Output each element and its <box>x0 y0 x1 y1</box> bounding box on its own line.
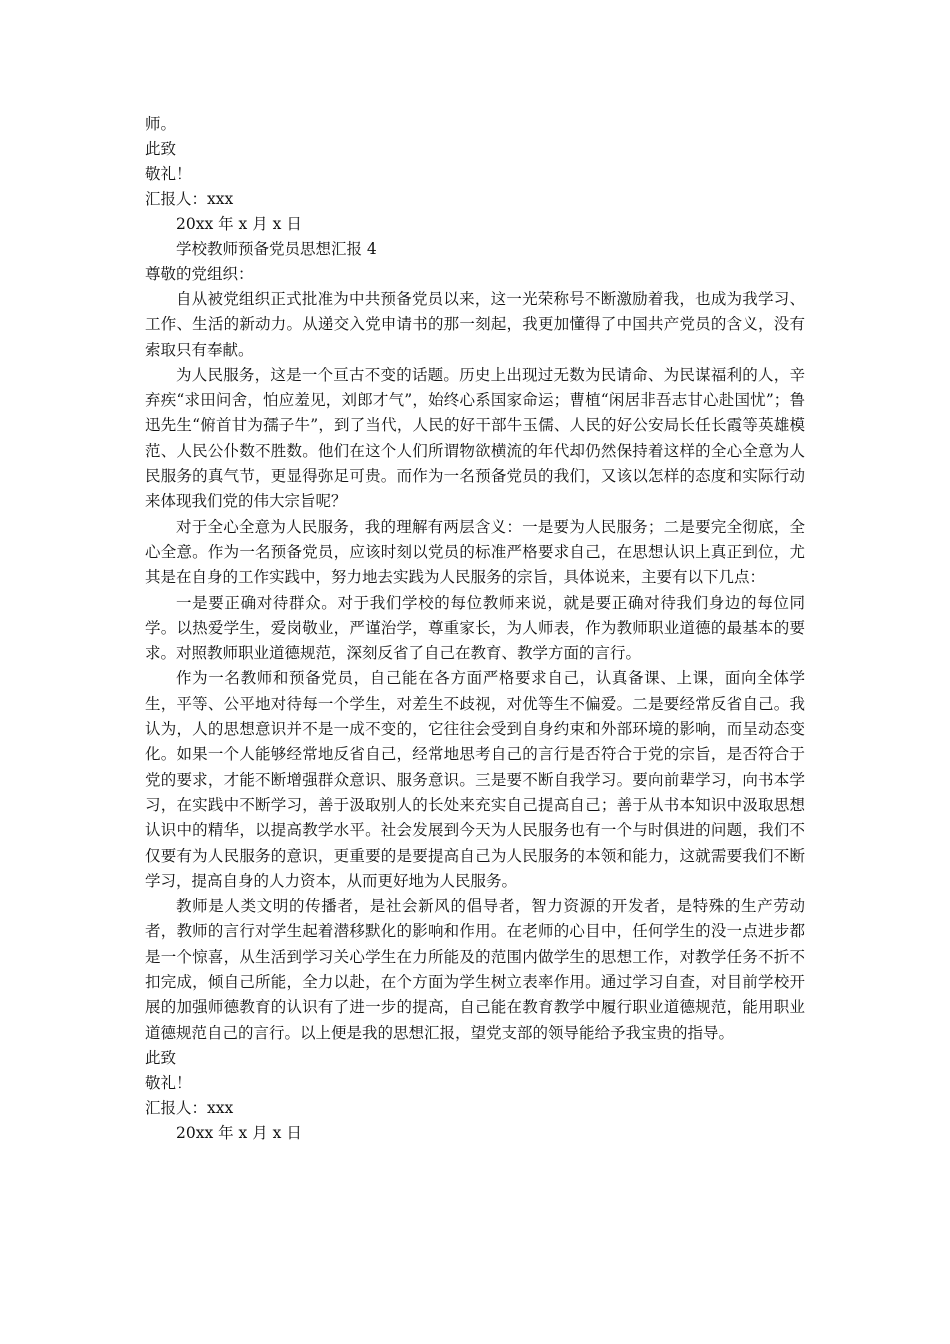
salute-line: 敬礼！ <box>145 1073 192 1092</box>
document-page <box>145 112 805 1146</box>
body-paragraph: 一是要正确对待群众。对于我们学校的每位教师来说，就是要正确对待我们身边的每位同学。以热爱学生，爱岗敬业，严谨治学，尊重家长，为人师表，作为教师职业道德的最基本的要求。对照教师职业道德规范，深刻反省了自己在教育、教学方面的言行。 <box>145 593 805 663</box>
closing-line: 此致 <box>145 140 177 158</box>
greeting-line: 尊敬的党组织： <box>145 265 254 283</box>
date-line: 20xx 年 x 月 x 日 <box>176 215 302 233</box>
closing-line: 此致 <box>145 1048 177 1067</box>
body-paragraph: 教师是人类文明的传播者，是社会新风的倡导者，智力资源的开发者，是特殊的生产劳动者，教师的言行对学生起着潜移默化的影响和作用。在老师的心目中，任何学生的没一点进步都是一个惊喜，从生活到学习关心学生在力所能及的范围内做学生的思想工作，对教学任务不折不扣完成，倾自己所能，全力以赴，在个方面为学生树立表率作用。通过学习自查，对目前学校开展的加强师德教育的认识有了进一步的提高，自己能在教育教学中履行职业道德规范，能用职业道德规范自己的言行。以上便是我的思想汇报，望党支部的领导能给予我宝贵的指导。 <box>145 897 805 1042</box>
body-paragraph: 作为一名教师和预备党员，自己能在各方面严格要求自己，认真备课、上课，面向全体学生，平等、公平地对待每一个学生，对差生不歧视，对优等生不偏爱。二是要经常反省自己。我认为，人的思想意识并不是一成不变的，它往往会受到自身约束和外部环境的影响，而呈动态变化。如果一个人能够经常地反省自己，经常地思考自己的言行是否符合于党的宗旨，是否符合于党的要求，才能不断增强群众意识、服务意识。三是要不断自我学习。要向前辈学习，向书本学习，在实践中不断学习，善于汲取别人的长处来充实自己提高自己；善于从书本知识中汲取思想认识中的精华，以提高教学水平。社会发展到今天为人民服务也有一个与时俱进的问题，我们不仅要有为人民服务的意识，更重要的是要提高自己为人民服务的本领和能力，这就需要我们不断学习，提高自身的人力资本，从而更好地为人民服务。 <box>145 669 805 890</box>
reporter-line: 汇报人：xxx <box>145 1098 234 1117</box>
body-paragraph: 对于全心全意为人民服务，我的理解有两层含义：一是要为人民服务；二是要完全彻底，全心全意。作为一名预备党员，应该时刻以党员的标准严格要求自己，在思想认识上真正到位，尤其是在自身的工作实践中，努力地去实践为人民服务的宗旨，具体说来，主要有以下几点： <box>145 517 805 587</box>
date-line: 20xx 年 x 月 x 日 <box>176 1123 302 1142</box>
body-paragraph: 为人民服务，这是一个亘古不变的话题。历史上出现过无数为民请命、为民谋福利的人，辛弃疾“求田问舍，怕应羞见，刘郎才气”，始终心系国家命运；曹植“闲居非吾志甘心赴国忧”；鲁迅先生“俯首甘为孺子牛”，到了当代，人民的好干部牛玉儒、人民的好公安局长任长霞等英雄模范、人民公仆数不胜数。他们在这个人们所谓物欲横流的年代却仍然保持着这样的全心全意为人民服务的真气节，更显得弥足可贵。而作为一名预备党员的我们，又该以怎样的态度和实际行动来体现我们党的伟大宗旨呢？ <box>145 365 805 511</box>
body-paragraph: 自从被党组织正式批准为中共预备党员以来，这一光荣称号不断激励着我，也成为我学习、工作、生活的新动力。从递交入党申请书的那一刻起，我更加懂得了中国共产党员的含义，没有索取只有奉献。 <box>145 290 805 359</box>
top-fragment: 师。 <box>145 115 177 133</box>
document-title: 学校教师预备党员思想汇报 4 <box>176 240 377 258</box>
reporter-line: 汇报人：xxx <box>145 190 234 208</box>
salute-line: 敬礼！ <box>145 165 192 183</box>
